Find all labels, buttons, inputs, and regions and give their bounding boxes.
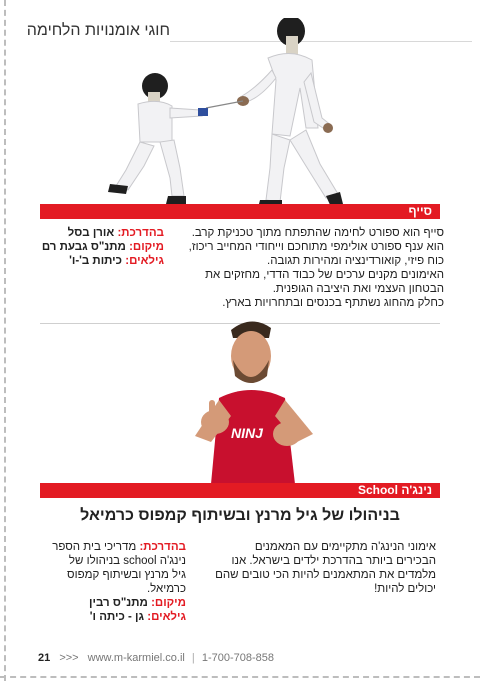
ninja-line-3: מלמדים את המתאמנים להיות הכי טובים שהם bbox=[215, 569, 436, 581]
page-title: חוגי אומנויות הלחימה bbox=[26, 22, 170, 39]
fencing-section-label: סייף bbox=[408, 204, 432, 218]
ninja-section-label: נינג'ה School bbox=[357, 483, 432, 497]
ninja-instructor bbox=[195, 321, 313, 484]
ninja-location bbox=[46, 596, 186, 610]
shirt-logo: NINJ bbox=[231, 425, 263, 441]
ninja-guidance-line-1: מדריכי בית הספר bbox=[52, 541, 137, 553]
footer-phone: 1-700-708-858 bbox=[201, 652, 274, 664]
ninja-guidance-line-4: כרמיאל. bbox=[146, 583, 186, 595]
ninja-ages-label: גילאים: bbox=[147, 611, 186, 623]
ninja-ages-value: גן - כיתה ו' bbox=[89, 611, 145, 623]
fencing-line-5: הבטחון העצמי ואת היציבה הגופנית. bbox=[272, 283, 444, 295]
ninja-guidance-line-2: נינג'ה school בניהולו של bbox=[68, 555, 186, 567]
fencing-guidance-label: בהדרכת: bbox=[117, 227, 164, 239]
fencing-line-3: כוח פיזי, קואורדינציה ומהירות תגובה. bbox=[267, 255, 444, 267]
footer-separator: | bbox=[191, 652, 195, 664]
ninja-instructor-photo bbox=[185, 316, 325, 484]
fencing-line-2: הוא ענף ספורט אולימפי מתוחכם וייחודי המחייב ריכוז, bbox=[188, 241, 444, 253]
fencing-description bbox=[188, 226, 444, 310]
ninja-guidance-label: בהדרכת: bbox=[139, 541, 186, 553]
fencing-line-4: האימונים מקנים ערכים של כבוד הדדי, מחזקים את bbox=[205, 269, 444, 281]
ninja-line-1: אימוני הנינג'ה מתקיימים עם המאמנים bbox=[254, 541, 436, 553]
fencing-info bbox=[40, 226, 164, 268]
fencing-guidance bbox=[40, 226, 164, 240]
adult-fencer bbox=[206, 18, 346, 218]
fencing-ages-label: גילאים: bbox=[125, 255, 164, 267]
ninja-location-value: מתנ"ס רבין bbox=[89, 597, 148, 609]
page-cut-line-left bbox=[4, 0, 6, 681]
ninja-headline: בניהולו של גיל מרנץ ובשיתוף קמפוס כרמיאל bbox=[80, 507, 400, 524]
ninja-guidance-line-3: גיל מרנץ ובשיתוף קמפוס bbox=[67, 569, 186, 581]
fencing-location-value: מתנ"ס גבעת רם bbox=[41, 241, 126, 253]
ninja-ages bbox=[46, 610, 186, 624]
ninja-guidance bbox=[46, 540, 186, 554]
fencing-ages bbox=[40, 254, 164, 268]
ninja-info bbox=[46, 540, 186, 624]
fencing-guidance-value: אורן בסל bbox=[67, 227, 115, 239]
ninja-line-4: יכולים להיות! bbox=[374, 583, 436, 595]
fencing-location-label: מיקום: bbox=[129, 241, 164, 253]
fencing-line-6: כחלק מהחוג נשתתף בכנסים ובתחרויות בארץ. bbox=[222, 297, 444, 309]
page-number: 21 bbox=[38, 652, 51, 664]
ninja-location-label: מיקום: bbox=[151, 597, 186, 609]
page-footer bbox=[38, 652, 274, 664]
fencing-location bbox=[40, 240, 164, 254]
fencing-section-bar bbox=[40, 204, 440, 219]
fencing-line-1: סייף הוא ספורט לחימה שהתפתח מתוך טכניקת קרב. bbox=[191, 227, 444, 239]
child-fencer bbox=[108, 73, 208, 204]
ninja-section-bar bbox=[40, 483, 440, 498]
footer-website-link[interactable]: www.m-karmiel.co.il bbox=[87, 652, 185, 664]
footer-arrows: >>> bbox=[59, 652, 79, 664]
page-cut-line-bottom bbox=[0, 676, 480, 678]
fencing-photo bbox=[100, 18, 360, 228]
fencing-ages-value: כיתות ב'-ו' bbox=[69, 255, 123, 267]
ninja-line-2: הבכירים ביותר בהדרכת ילדים בישראל. אנו bbox=[231, 555, 436, 567]
ninja-description bbox=[215, 540, 436, 596]
